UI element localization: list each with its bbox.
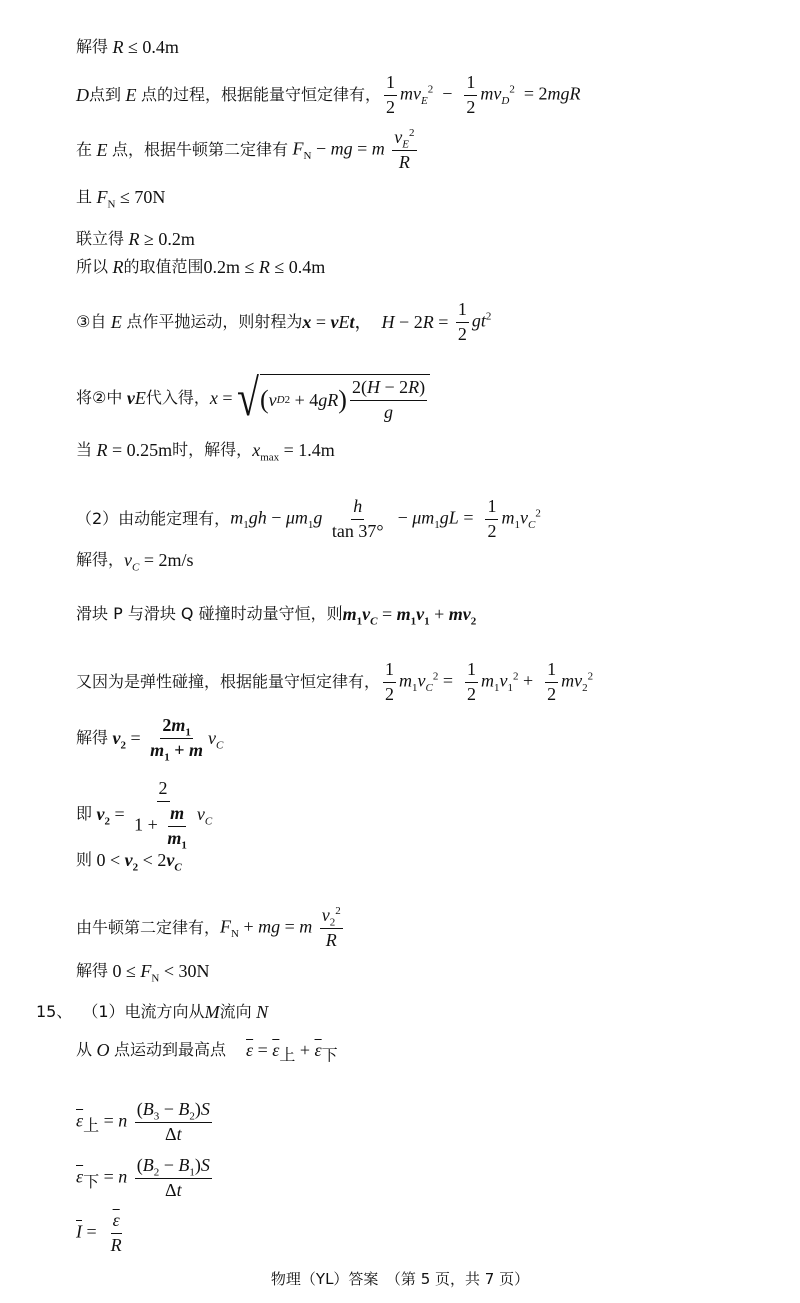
eq-line: 即 $v_2$ = 2 1 + $\frac{m}{m_1}$ $v_C$ <box>76 778 213 852</box>
eq-line: $\overline{I}$ = $\frac{\overline{\varepsilon}}{R}$ <box>76 1210 122 1255</box>
eq-line: ③自 E 点作平抛运动，则射程为 x = v E t ， H − 2 R = $\frac{1}{2}$ $gt^2$ <box>76 299 492 344</box>
eq-line: 联立得 R ≥ 0.2m <box>76 229 195 249</box>
eq-line: 又因为是弹性碰撞，根据能量守恒定律有， $\frac{1}{2}$ $m_1v_C^2$ = $\frac{1}{2}$ $m_1v_1^2$ + $\frac{1}{2}$ $mv_2^2$ <box>76 659 594 704</box>
question-15-heading: 15、 （1）电流方向从 M 流向 N <box>36 1002 269 1022</box>
page-footer: 物理（YL）答案 （第 5 页，共 7 页） <box>270 1270 530 1288</box>
eq-line: 则 0 < $v_2$ < 2 $v_C$ <box>76 850 182 874</box>
eq-line: 解得 0 ≤ $F_N$ < 30N <box>76 961 210 985</box>
eq-line: （2）由动能定理有， $m_1gh - \mu m_1g$ $\frac{h}{\tan 37^\circ}$ − $\mu m_1gL$ = $\frac{1}{2}$ $m_1v_C^2$ <box>76 496 541 541</box>
eq-line: 由牛顿第二定律有， $F_N$ + mg = m $\frac{v_2^2}{R}$ <box>76 905 341 950</box>
eq-line: 所以 R 的取值范围 0.2m ≤ R ≤ 0.4m <box>76 257 326 277</box>
eq-line: 将②中 v E 代入得， x = √ ( v D 2 + 4 gR ) $\frac{2(H - 2R)}{g}$ <box>76 374 780 423</box>
eq-line: 解得 R ≤ 0.4m <box>76 37 179 57</box>
eq-line: 且 $F_N \le 70N$ <box>76 187 166 211</box>
eq-line: $\overline{\varepsilon}_下 = n$ $\frac{(B_2 - B_1)S}{\Delta t}$ <box>76 1155 210 1200</box>
eq-line: 解得， $v_C$ = 2m/s <box>76 550 194 574</box>
eq-line: D 点到 E 点的过程，根据能量守恒定律有， $\frac{1}{2}$ $mv_E^2$ − $\frac{1}{2}$ $mv_D^2 = 2mgR$ <box>76 72 581 117</box>
eq-line: 在 E 点，根据牛顿第二定律有 $F_N$ − mg = m $\frac{v_E^2}{R}$ <box>76 127 415 172</box>
eq-line: 解得 $v_2$ = $\frac{2m_1}{m_1 + m}$ $v_C$ <box>76 715 224 764</box>
eq-line: $\overline{\varepsilon}_上 = n$ $\frac{(B_3 - B_2)S}{\Delta t}$ <box>76 1099 210 1144</box>
eq-line: 滑块 P 与滑块 Q 碰撞时动量守恒，则 $m_1v_C$ = $m_1v_1$ + $mv_2$ <box>76 604 477 628</box>
eq-line: 从 O 点运动到最高点 $\overline{\varepsilon} = \overline{\varepsilon}_上 + \overline{\varepsilon}_下$ <box>76 1040 338 1065</box>
eq-line: 当 R = 0.25m 时，解得， $x_{max}$ = 1.4m <box>76 440 335 464</box>
